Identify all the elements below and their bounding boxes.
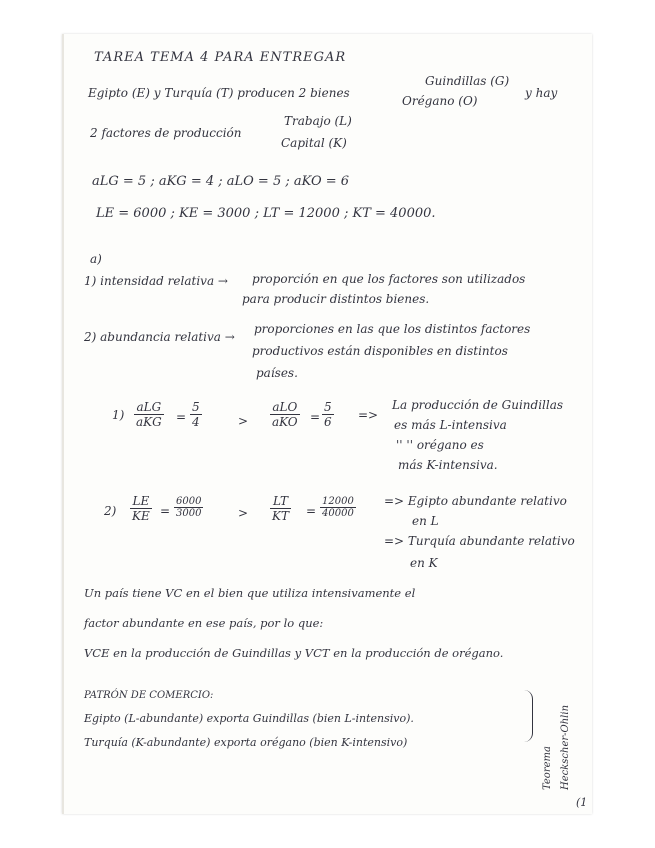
endowments-line: LE = 6000 ; KE = 3000 ; LT = 12000 ; KT = 40000.	[96, 206, 436, 221]
hay-text: y hay	[525, 86, 558, 100]
ratio-a-o-value-num: 5	[324, 400, 332, 414]
ratio-a-g-den: aKG	[136, 415, 162, 429]
definition-1-term: 1) intensidad relativa →	[84, 274, 228, 288]
definition-2-text-a: proporciones en las que los distintos factores	[254, 322, 531, 336]
ratio-turkey	[270, 494, 291, 523]
factors-intro: 2 factores de producción	[90, 126, 242, 140]
ratio-turkey-den: KT	[272, 509, 289, 523]
coefficients-line: aLG = 5 ; aKG = 4 ; aLO = 5 ; aKO = 6	[92, 174, 350, 189]
compare-sign-1: >	[238, 414, 249, 428]
factor-capital: Capital (K)	[281, 136, 347, 150]
ratio-turkey-value	[320, 496, 356, 519]
page-title: TAREA TEMA 4 PARA ENTREGAR	[94, 50, 347, 65]
ratio-turkey-value-den: 40000	[322, 508, 354, 519]
calc-1-conclusion-b: es más L-intensiva	[394, 418, 507, 432]
ratio-a-o-num: aLO	[270, 400, 300, 415]
calc-1-conclusion-a: La producción de Guindillas	[392, 398, 564, 412]
ratio-turkey-value-num: 12000	[322, 496, 354, 507]
implies-arrow-1: =>	[358, 408, 379, 422]
ratio-a-o-value-den: 6	[324, 415, 332, 429]
calc-2-number: 2)	[104, 504, 117, 518]
ratio-egypt	[130, 494, 152, 523]
conclusion-line-2: factor abundante en ese país, por lo que:	[84, 616, 324, 630]
ratio-a-o	[270, 400, 300, 429]
ratio-a-o-den: aKO	[272, 415, 298, 429]
definition-2-text-c: países.	[256, 366, 298, 380]
ratio-a-o-value	[322, 400, 334, 429]
ratio-a-g-value-num: 5	[192, 400, 200, 414]
calc-2-conclusion-c: => Turquía abundante relativo	[384, 534, 575, 548]
theorem-label-b: Heckscher-Ohlin	[560, 704, 571, 790]
conclusion-line-1: Un país tiene VC en el bien que utiliza intensivamente el	[84, 586, 416, 600]
calc-1-conclusion-c: '' '' orégano es	[396, 438, 484, 452]
definition-1-text-a: proporción en que los factores son utilizados	[252, 272, 526, 286]
ratio-egypt-num: LE	[130, 494, 152, 509]
ratio-egypt-value	[174, 496, 203, 519]
good-guindillas: Guindillas (G)	[425, 74, 510, 88]
calc-1-conclusion-d: más K-intensiva.	[398, 458, 498, 472]
ratio-egypt-value-num: 6000	[176, 496, 202, 507]
calc-1-number: 1)	[112, 408, 125, 422]
definition-1-text-b: para producir distintos bienes.	[242, 292, 430, 306]
ratio-egypt-den: KE	[132, 509, 150, 523]
ratio-a-g-value	[190, 400, 202, 429]
ratio-egypt-value-den: 3000	[176, 508, 202, 519]
pattern-line-2: Turquía (K-abundante) exporta orégano (bien K-intensivo)	[84, 736, 408, 749]
definition-2-text-b: productivos están disponibles en distintos	[252, 344, 508, 358]
pattern-heading: PATRÓN DE COMERCIO:	[84, 690, 214, 701]
compare-sign-2: >	[238, 506, 249, 520]
factor-labor: Trabajo (L)	[284, 114, 352, 128]
intro-line: Egipto (E) y Turquía (T) producen 2 bienes	[88, 86, 350, 100]
ratio-a-g-num: aLG	[134, 400, 164, 415]
ratio-turkey-num: LT	[270, 494, 291, 509]
pattern-line-1: Egipto (L-abundante) exporta Guindillas (bien L-intensivo).	[84, 712, 414, 725]
theorem-label-a: Teorema	[542, 746, 553, 790]
page-number: (1	[576, 796, 588, 809]
definition-2-term: 2) abundancia relativa →	[84, 330, 235, 344]
part-a-label: a)	[90, 252, 102, 266]
calc-2-conclusion-d: en K	[410, 556, 438, 570]
ratio-a-g-value-den: 4	[192, 415, 200, 429]
calc-2-conclusion-b: en L	[412, 514, 439, 528]
calc-2-conclusion-a: => Egipto abundante relativo	[384, 494, 567, 508]
good-oregano: Orégano (O)	[402, 94, 478, 108]
pattern-brace	[524, 690, 533, 742]
conclusion-line-3: VCE en la producción de Guindillas y VCT en la producción de orégano.	[84, 646, 504, 660]
ratio-a-g	[134, 400, 164, 429]
